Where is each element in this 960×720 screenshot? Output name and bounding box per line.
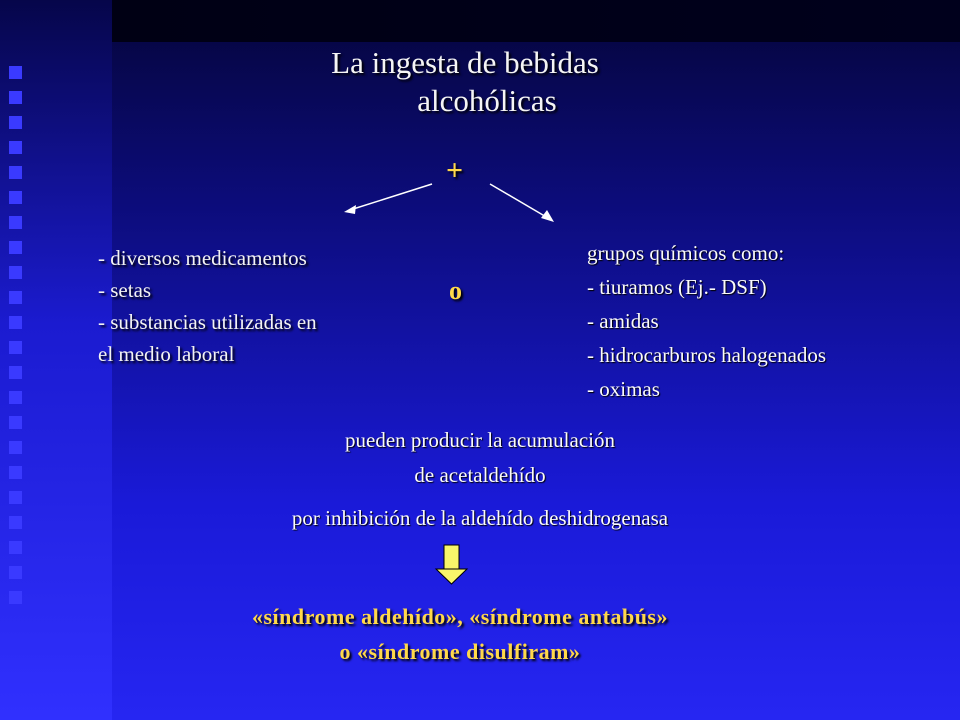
list-item: el medio laboral: [98, 342, 235, 366]
right-chemical-groups: [587, 236, 826, 406]
or-connector: o: [449, 276, 462, 305]
arrow-left: [350, 184, 432, 210]
list-item: - substancias utilizadas en: [98, 310, 317, 334]
left-options-list: [98, 242, 317, 370]
title-line-1: La ingesta de bebidas: [331, 45, 599, 80]
conclusion-line-1: «síndrome aldehído», «síndrome antabús»: [252, 604, 668, 629]
list-item: - diversos medicamentos: [98, 246, 307, 270]
conclusion-line-2: o «síndrome disulfiram»: [339, 639, 581, 664]
list-item: - setas: [98, 278, 152, 302]
plus-sign: +: [446, 154, 464, 187]
arrow-right: [490, 184, 548, 218]
down-arrow-shaft: [444, 545, 459, 571]
list-item: - tiuramos (Ej.- DSF): [587, 275, 767, 299]
arrow-right-head: [541, 210, 554, 222]
list-item: - oximas: [587, 377, 660, 401]
right-heading: grupos químicos como:: [587, 241, 785, 265]
effect-line-1: pueden producir la acumulación: [345, 428, 615, 452]
effect-line-3: por inhibición de la aldehído deshidrogenasa: [291, 506, 669, 530]
list-item: - amidas: [587, 309, 659, 333]
arrow-left-head: [344, 205, 356, 214]
title-line-2: alcohólicas: [417, 83, 557, 118]
list-item: - hidrocarburos halogenados: [587, 343, 827, 367]
effect-line-2: de acetaldehído: [414, 463, 546, 487]
down-arrow-head: [436, 569, 467, 584]
